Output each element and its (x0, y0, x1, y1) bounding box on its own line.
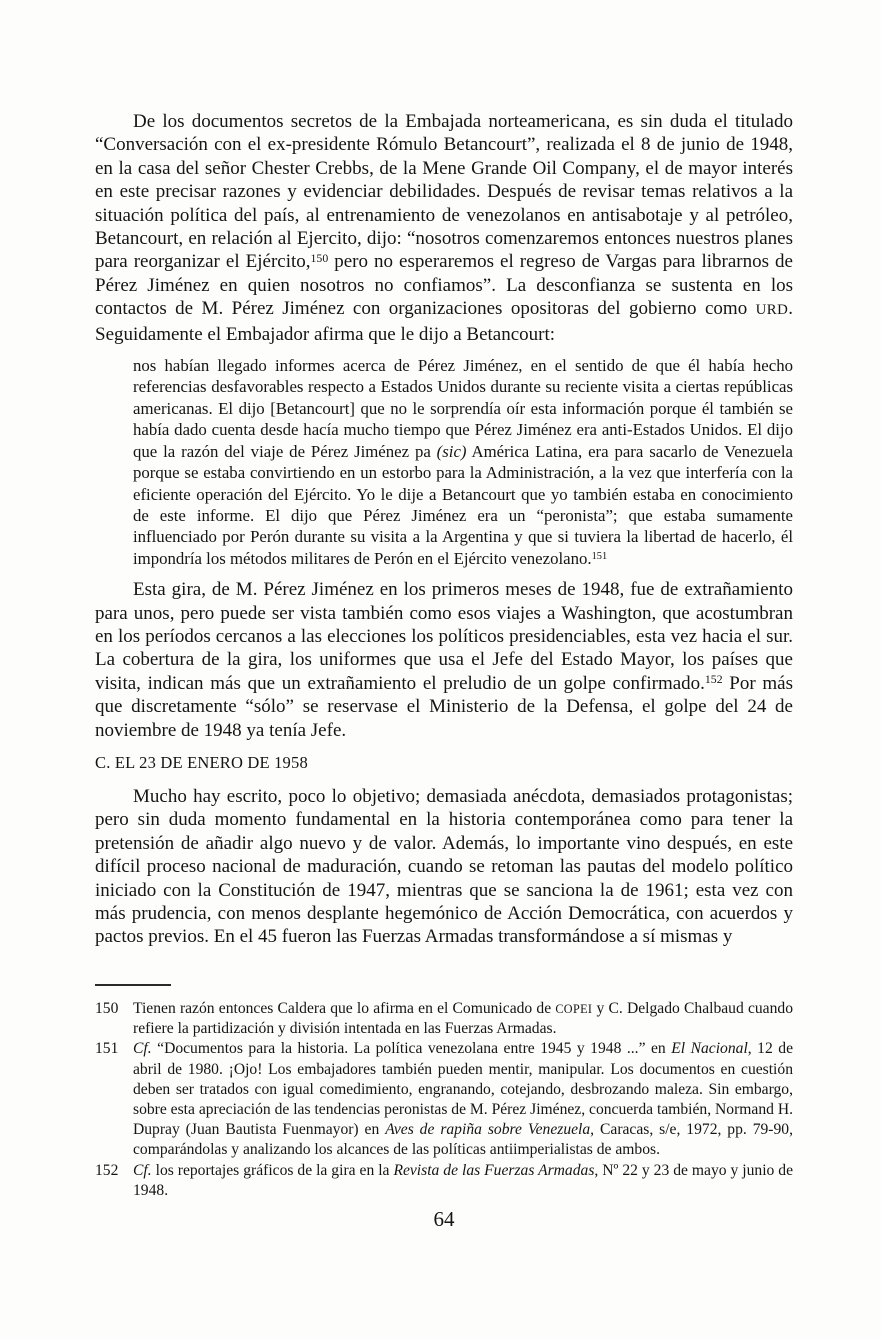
footnote-152 (95, 1161, 793, 1201)
footnote-separator-rule (95, 984, 171, 986)
footnote-text: Tienen razón entonces Caldera que lo afirma en el Comunicado de COPEI y C. Delgado Chalbaud cuando refiere la partidización y división intentada en las Fuerzas Armadas. (133, 1000, 793, 1038)
footnote-151 (95, 1039, 793, 1160)
footnote-number: 152 (95, 1161, 119, 1179)
paragraph-gira-perez-jimenez: Esta gira, de M. Pérez Jiménez en los primeros meses de 1948, fue de extrañamiento para unos, pero puede ser vista también como esos viajes a Washington, que acostumbran en los períodos cercanos a las elecciones los políticos presidenciables, esta vez hacia el sur. La cobertura de la gira, los uniformes que usa el Jefe del Estado Mayor, los países que visita, indican más que un extrañamiento el preludio de un golpe confirmado.$^{152}$ Por más que discretamente “sólo” se reservase el Ministerio de la Defensa, el golpe del 24 de noviembre de 1948 ya tenía Jefe. (95, 579, 793, 741)
section-heading-23-enero-1958: C. EL 23 DE ENERO DE 1958 (95, 752, 308, 772)
footnote-text: Cf. los reportajes gráficos de la gira en la Revista de las Fuerzas Armadas, Nº 22 y 23 de mayo y junio de 1948. (133, 1161, 793, 1199)
footnote-150 (95, 999, 793, 1039)
footnote-text: Cf. “Documentos para la historia. La política venezolana entre 1945 y 1948 ...” en El Nacional, 12 de abril de 1980. ¡Ojo! Los embajadores también pueden mentir, manipular. Los documentos en cuestión deben ser tratados con igual comedimiento, engranando, cotejando, desbrozando maleza. Sin embargo, sobre esta apreciación de las tendencias peronistas de M. Pérez Jiménez, concuerda también, Normand H. Dupray (Juan Bautista Fuenmayor) en Aves de rapiña sobre Venezuela, Caracas, s/e, 1972, pp. 79-90, comparándolas y analizando los alcances de las políticas antiimperialistas de ambos. (133, 1040, 793, 1159)
paragraph-embassy-documents: De los documentos secretos de la Embajada norteamericana, es sin duda el titulado “Conversación con el ex-presidente Rómulo Betancourt”, realizada el 8 de junio de 1948, en la casa del señor Chester Crebbs, de la Mene Grande Oil Company, el de mayor interés en este precisar razones y evidenciar debilidades. Después de revisar temas relativos a la situación política del país, al entrenamiento de venezolanos en antisabotaje y al petróleo, Betancourt, en relación al Ejercito, dijo: “nosotros comenzaremos entonces nuestros planes para reorganizar el Ejército,$^{150}$ pero no esperaremos el regreso de Vargas para librarnos de Pérez Jiménez en quien nosotros no confiamos”. La desconfianza se sustenta en los contactos de M. Pérez Jiménez con organizaciones opositoras del gobierno como URD. Seguidamente el Embajador afirma que le dijo a Betancourt: (95, 111, 793, 345)
paragraph-mucho-hay-escrito: Mucho hay escrito, poco lo objetivo; demasiada anécdota, demasiados protagonistas; pero sin duda momento fundamental en la historia contemporánea como para tener la pretensión de añadir algo nuevo y de valor. Además, lo importante vino después, en este difícil proceso nacional de maduración, cuando se retoman las pautas del modelo político iniciado con la Constitución de 1947, mientras que se sanciona la de 1961; esta vez con más prudencia, con menos desplante hegemónico de Acción Democrática, con acuerdos y pactos previos. En el 45 fueron las Fuerzas Armadas transformándose a sí mismas y (95, 785, 793, 948)
footnotes-section (95, 984, 793, 1210)
page-body (95, 110, 793, 982)
page-number: 64 (433, 1207, 455, 1231)
embassy-report-quote: nos habían llegado informes acerca de Pérez Jiménez, en el sentido de que él había hecho referencias desfavorables respecto a Estados Unidos durante su reciente visita a ciertas repúblicas americanas. El dijo [Betancourt] que no le sorprendía oír esta información porque él también se había dado cuenta desde hacía mucho tiempo que Pérez Jiménez era anti-Estados Unidos. El dijo que la razón del viaje de Pérez Jiménez pa (sic) América Latina, era para sacarlo de Venezuela porque se estaba convirtiendo en un estorbo para la Administración, a la vez que interfería con la eficiente operación del Ejército. Yo le dije a Betancourt que yo también estaba en conocimiento de este informe. El dijo que Pérez Jiménez era un “peronista”; que estaba sumamente influenciado por Perón durante su visita a la Argentina y que si tuviera la libertad de hacerlo, él impondría los métodos militares de Perón en el Ejército venezolano.$^{151}$ (133, 356, 793, 568)
footnote-number: 150 (95, 1000, 119, 1017)
footnote-number: 151 (95, 1040, 119, 1058)
